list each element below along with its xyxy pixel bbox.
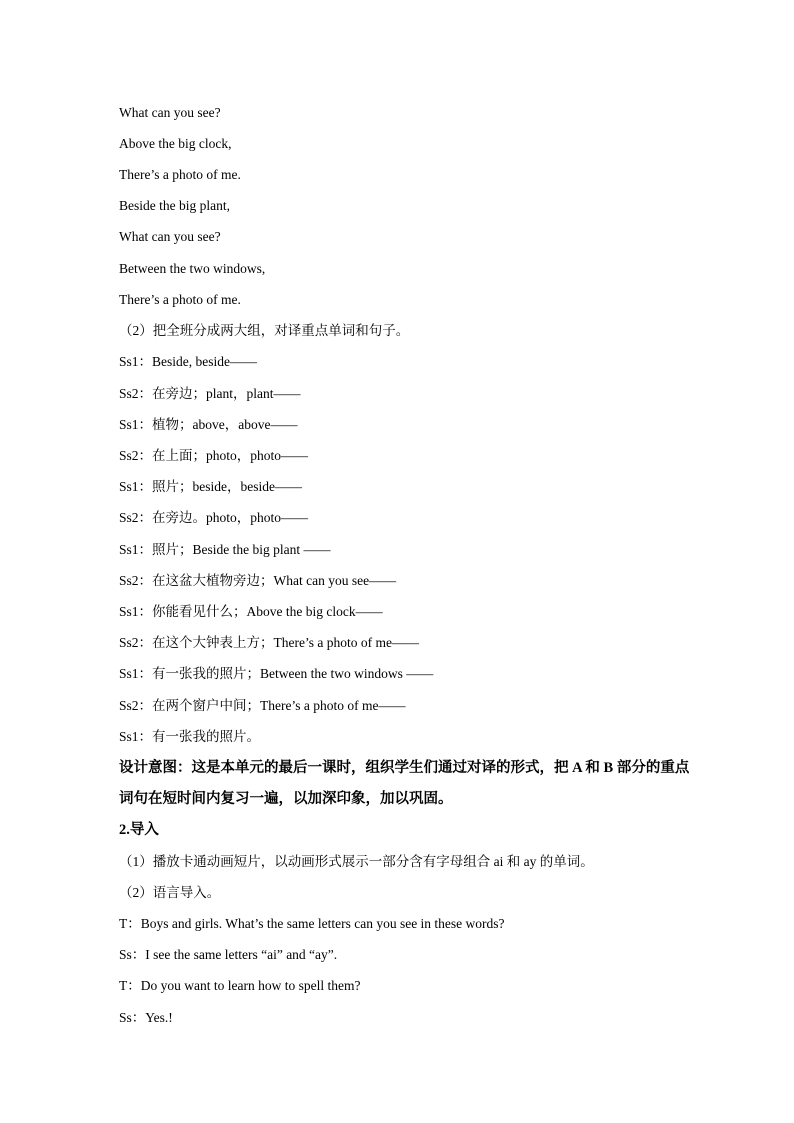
intro-step: （2）语言导入。	[119, 885, 221, 900]
activity-step: （2）把全班分成两大组，对译重点单词和句子。	[119, 323, 410, 338]
song-line: There’s a photo of me.	[119, 167, 241, 182]
song-line: Beside the big plant,	[119, 198, 230, 213]
song-line: Above the big clock,	[119, 136, 232, 151]
dialogue-line: T：Do you want to learn how to spell them?	[119, 978, 361, 993]
dialogue-line: Ss1：植物；above，above——	[119, 417, 298, 432]
dialogue-line: Ss1：照片；Beside the big plant ——	[119, 542, 331, 557]
design-intent-line: 词句在短时间内复习一遍，以加深印象，加以巩固。	[119, 791, 453, 807]
dialogue-line: Ss1：有一张我的照片；Between the two windows ——	[119, 666, 434, 681]
dialogue-line: Ss1：Beside, beside——	[119, 354, 257, 369]
dialogue-line: Ss2：在两个窗户中间；There’s a photo of me——	[119, 698, 406, 713]
intro-step: （1）播放卡通动画短片，以动画形式展示一部分含有字母组合 ai 和 ay 的单词。	[119, 854, 594, 869]
dialogue-line: Ss：Yes.!	[119, 1010, 173, 1025]
dialogue-line: Ss2：在这个大钟表上方；There’s a photo of me——	[119, 635, 419, 650]
dialogue-line: Ss：I see the same letters “ai” and “ay”.	[119, 947, 338, 962]
dialogue-line: Ss2：在这盆大植物旁边；What can you see——	[119, 573, 397, 588]
song-line: What can you see?	[119, 105, 221, 120]
dialogue-line: Ss1：照片；beside，beside——	[119, 479, 302, 494]
dialogue-line: Ss2：在上面；photo，photo——	[119, 448, 309, 463]
song-line: There’s a photo of me.	[119, 292, 241, 307]
song-line: What can you see?	[119, 229, 221, 244]
dialogue-line: Ss2：在旁边。photo，photo——	[119, 510, 309, 525]
section-heading: 2.导入	[119, 822, 159, 838]
dialogue-line: Ss2：在旁边；plant，plant——	[119, 386, 301, 401]
song-line: Between the two windows,	[119, 261, 266, 276]
dialogue-line: Ss1：你能看见什么；Above the big clock——	[119, 604, 383, 619]
dialogue-line: T：Boys and girls. What’s the same letters can you see in these words?	[119, 916, 505, 931]
design-intent-line: 设计意图：这是本单元的最后一课时，组织学生们通过对译的形式，把 A 和 B 部分的重点	[119, 760, 690, 776]
dialogue-line: Ss1：有一张我的照片。	[119, 729, 261, 744]
